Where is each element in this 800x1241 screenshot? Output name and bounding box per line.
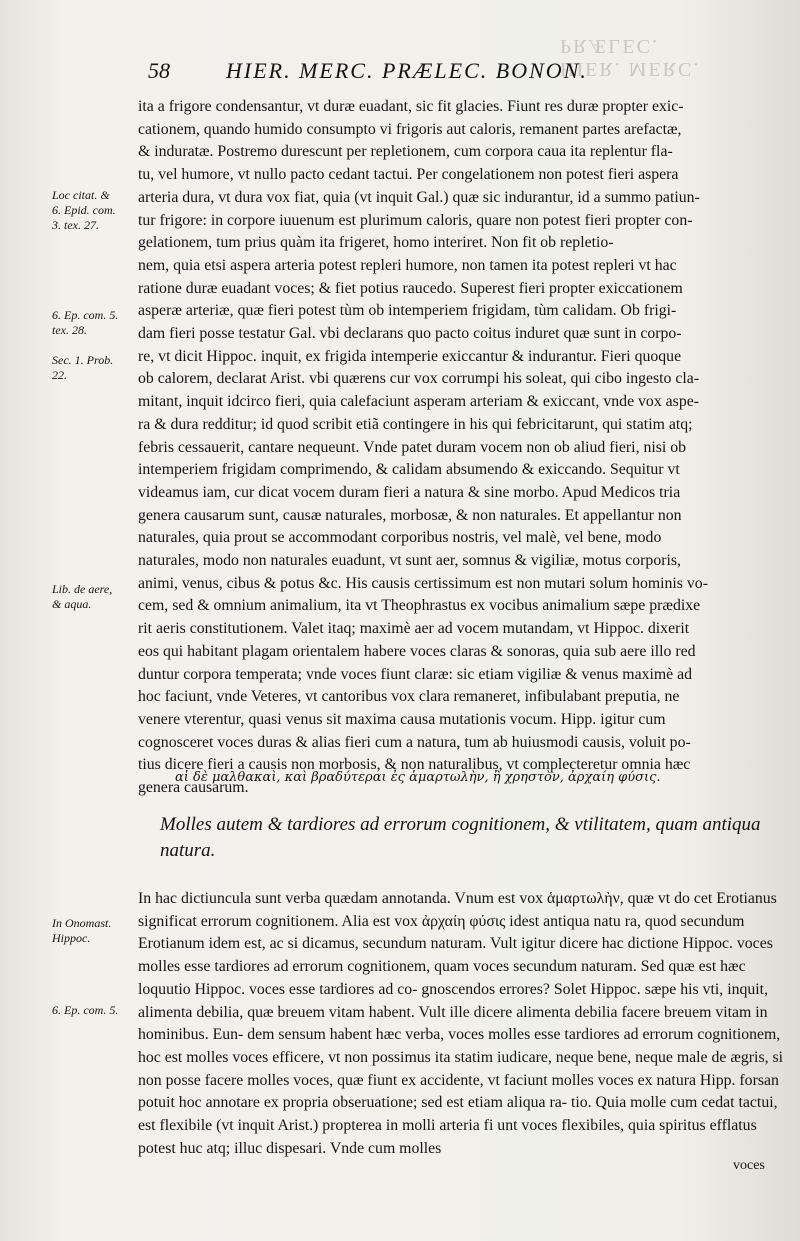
text-line: ægris, si non posse facere molles voces, quæ fiunt ex accidente, vt faciunt molles voces ex <box>138 1048 784 1089</box>
margin-note: In Onomast. Hippoc. <box>52 916 112 945</box>
text-line: ratione duræ euadant voces; & fiet potius raucedo. Superest fieri propter exiccationem <box>138 279 683 297</box>
text-line: mitant, inquit idcirco fieri, quia calefaciunt asperam arteriam & exiccant, vnde vox aspe- <box>138 393 699 411</box>
text-line: & induratæ. Postremo durescunt per repletionem, cum corpora caua ita replentur fla- <box>138 143 673 161</box>
margin-note: Loc citat. & 6. Epid. com. 3. tex. 27. <box>52 188 116 232</box>
margin-note: Lib. de aere, & aqua. <box>52 582 113 611</box>
text-line: genera causarum sunt, causæ naturales, morbosæ, & non naturales. Et appellantur non <box>138 506 682 524</box>
text-line: ob calorem, declarat Arist. vbi quærens cur vox corrumpi his soleat, qui cibo ingesto cla- <box>138 370 700 388</box>
margin-note: 6. Ep. com. 5. <box>52 1003 119 1017</box>
greek-quotation: αἱ δὲ μαλθακαὶ, καὶ βραδύτεραι ἐς ἁμαρτωλὴν, ἢ χρηστὸν, ἀρχαίη φύσις. <box>175 770 661 785</box>
text-line: tio. Quia molle cum cedat tactui, est flexibile (vt inquit Arist.) propterea in molli arteria fi <box>138 1094 778 1135</box>
text-line: ra & dura redditur; id quod scribit etiã contingere in his qui febricitarunt, qui statim atq; <box>138 415 693 433</box>
page-header <box>148 58 768 86</box>
text-line: duntur corpora temperata; vnde voces fiunt claræ: sic etiam vigiliæ & venus maximè ad <box>138 665 693 683</box>
page-number: 58 <box>148 58 170 83</box>
text-line: est molles voces efficere, vt non possimus ita statim iudicare, neque bene, neque male de <box>164 1048 727 1066</box>
catchword: voces <box>733 1158 765 1173</box>
text-line: ita a frigore condensantur, vt duræ euadant, sic fit glacies. Fiunt res duræ propter exic- <box>138 98 684 115</box>
bleed-through-text: HIER. MERC. PRÆLEC. <box>560 35 701 80</box>
text-line: cationem, quando humido consumpto vi frigoris aut caloris, remanent partes arefactæ, <box>138 120 682 138</box>
text-line: In hac dictiuncula sunt verba quædam annotanda. Vnum est vox ἁμαρτωλὴν, quæ vt do <box>138 890 690 907</box>
text-line: dicere hac dictione Hippoc. voces molles esse tardiores ad errorum cognitionem, quam <box>138 935 773 976</box>
text-line: ra, quod secundum Erotianum idem est, ac si dicamus, secundum naturam. Vult igitur <box>138 912 745 953</box>
commentary-text-block <box>138 888 788 1160</box>
text-line: arteria dura, vt dura vox fiat, quia (vt inquit Gal.) quæ sic indurantur, id a summo patiun- <box>138 188 700 206</box>
running-head: HIER. MERC. PRÆLEC. BONON. <box>226 58 588 83</box>
text-line: videamus iam, cur dicat vocem duram fieri a natura & sine morbo. Apud Medicos tria <box>138 483 681 501</box>
text-line: natura Hipp. forsan potuit hoc annotare ex propria obseruatione; sed est etiam aliqua ra- <box>138 1071 779 1112</box>
text-line: gnoscendos errores? Solet Hippoc. sæpe his vti, inquit, alimenta debilia, quæ breuem <box>138 980 769 1021</box>
text-line: re, vt dicit Hippoc. inquit, ex frigida intemperie exiccantur & indurantur. Fieri quoque <box>138 347 682 365</box>
text-line: eos qui habitant plagam orientalem habere voces claras & sonoras, quia sub aere illo red <box>138 642 696 660</box>
text-line: tius dicere fieri a causis non morbosis, & non naturalibus, vt complecteretur omnia hæc <box>138 756 691 774</box>
text-line: tur frigore: in corpore iuuenum est plurimum caloris, quare non potest fieri propter con- <box>138 211 693 229</box>
text-line: genera causarum. <box>138 779 249 797</box>
text-line: gelationem, tum prius quàm ita frigeret, homo interiret. Non fit ob repletio- <box>138 234 614 252</box>
text-line: animi, venus, cibus & potus &c. His causis certissimum est non mutari solum hominis vo- <box>138 574 708 592</box>
text-line: naturales, modo non naturales euadunt, vt sunt aer, somnus & vigiliæ, motus corporis, <box>138 552 681 570</box>
margin-note: 6. Ep. com. 5. tex. 28. <box>52 308 119 337</box>
text-line: nem, quia etsi aspera arteria potest repleri humore, non tamen ita potest repleri vt hac <box>138 256 677 274</box>
main-text-block <box>138 96 788 800</box>
text-line: rit aeris constitutionem. Valet itaq; maximè aer ad vocem mutandam, vt Hippoc. dixerit <box>138 620 690 638</box>
text-line: unt voces flexibiles, quia spiritus efflatus potest huc atq; illuc dispesari. Vnde cum molles <box>138 1117 757 1157</box>
text-line: dem sensum habent hæc verba, voces molles esse tardiores ad errorum cognitionem, hoc <box>138 1026 781 1066</box>
text-line: asperæ arteriæ, quæ fieri potest tùm ob intemperiem frigidam, tùm calidam. Ob frigi- <box>138 302 677 320</box>
text-line: naturales, quia prout se accommodant corporibus nostris, vel malè, vel bene, modo <box>138 529 662 547</box>
text-line: intemperiem frigidam comprimendo, & calidam absumendo & exiccando. Sequitur vt <box>138 461 680 479</box>
text-line: cognosceret voces duras & alias fieri cum a natura, tum ab huiusmodi causis, voluit po- <box>138 733 691 751</box>
text-line: febris cessauerit, cantare nequeunt. Vnde patet duram vocem non ob aliud fieri, nisi ob <box>138 438 687 456</box>
margin-note: Sec. 1. Prob. 22. <box>52 353 114 382</box>
text-line: dam fieri posse testatur Gal. vbi declarans quo pacto coitus induret quæ sunt in corpo- <box>138 325 682 343</box>
text-line: venere vterentur, quasi venus sit maxima causa mutationis vocum. Hipp. igitur cum <box>138 710 666 728</box>
text-line: voces secundum naturam. Sed quæ est hæc loquutio Hippoc. voces esse tardiores ad co- <box>138 958 746 998</box>
lemma-heading: Molles autem & tardiores ad errorum cognitionem, & vtilitatem, quam antiqua natura. <box>160 814 761 861</box>
text-line: vitam habent. Vult ille dicere alimenta debilia facere breuem vitam in hominibus. Eun- <box>138 1003 768 1044</box>
text-line: cet Erotianus significat errorum cognitionem. Alia est vox ἀρχαίη φύσις idest antiqua natu <box>138 890 777 930</box>
text-line: tu, vel humore, vt nullo pacto cedant tactui. Per congelationem non potest fieri aspera <box>138 166 679 184</box>
text-line: cem, sed & omnium animalium, ita vt Theophrastus ex vocibus animalium sæpe prædixe <box>138 597 701 615</box>
text-line: hoc faciunt, vnde Veteres, vt cantoribus vox clara remaneret, infibulabant preputia, ne <box>138 688 680 706</box>
